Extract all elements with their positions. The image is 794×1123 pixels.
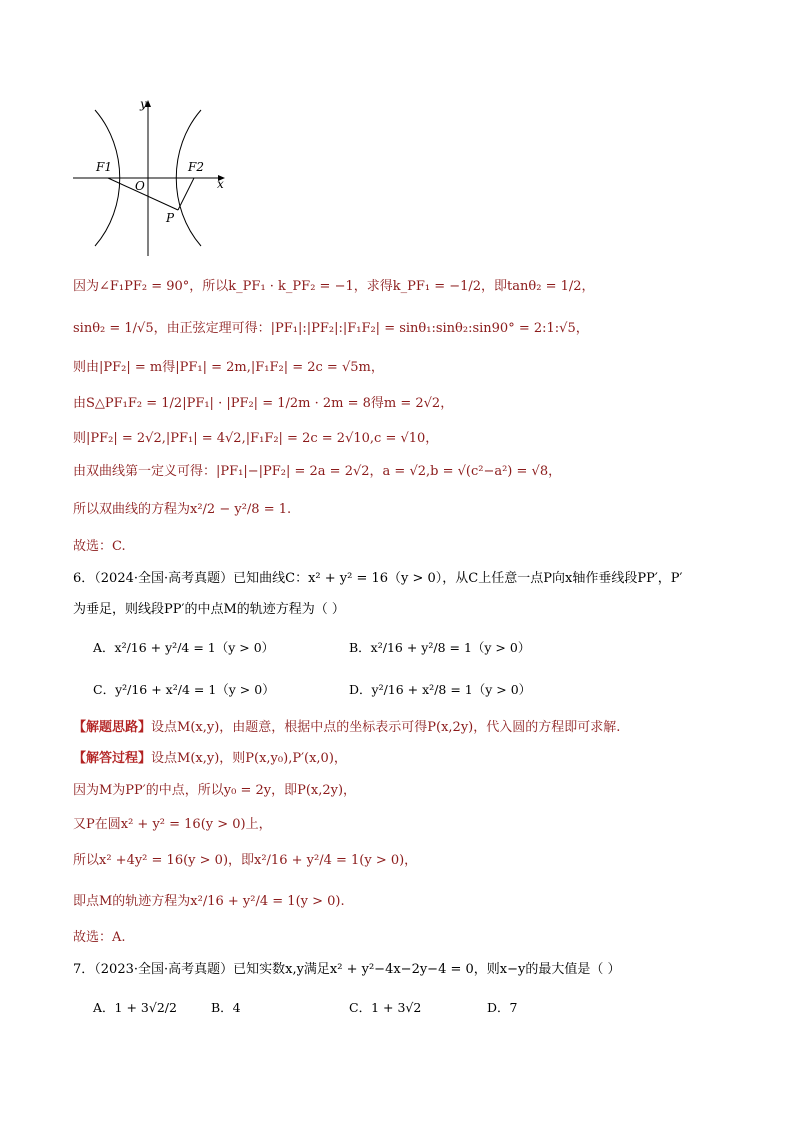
solution-line-2: sinθ₂ = 1/√5，由正弦定理可得：|PF₁|:|PF₂|:|F₁F₂| = sinθ₁:sinθ₂:sin90° = 2:1:√5， bbox=[73, 321, 589, 336]
hint-tag: 【解题思路】 bbox=[73, 720, 152, 735]
answer-line: 故选：C. bbox=[73, 539, 126, 554]
solution-line-6: 由双曲线第一定义可得：|PF₁|−|PF₂| = 2a = 2√2，a = √2,b = √(c²−a²) = √8， bbox=[73, 464, 562, 479]
hyperbola-figure bbox=[70, 98, 240, 258]
label-f2: F2 bbox=[188, 160, 204, 174]
solution-line-5: 则|PF₂| = 2√2,|PF₁| = 4√2,|F₁F₂| = 2c = 2√10,c = √10， bbox=[73, 431, 439, 446]
process-tag: 【解答过程】 bbox=[73, 751, 152, 766]
solution-line-3: 则由|PF₂| = m得|PF₁| = 2m,|F₁F₂| = 2c = √5m， bbox=[73, 360, 384, 375]
solution-line-1: 因为∠F₁PF₂ = 90°，所以k_PF₁ · k_PF₂ = −1，求得k_PF₁ = −1/2，即tanθ₂ = 1/2， bbox=[73, 279, 595, 294]
label-x: x bbox=[217, 177, 224, 191]
q7-option-d[interactable]: D．7 bbox=[487, 1000, 518, 1015]
q6-option-b[interactable]: B．x²/16 + y²/8 = 1（y > 0） bbox=[349, 640, 531, 655]
question-6-stem-2: 为垂足，则线段PP′的中点M的轨迹方程为（ ） bbox=[73, 602, 345, 617]
q6-step-2: 又P在圆x² + y² = 16(y > 0)上， bbox=[73, 817, 272, 832]
q7-option-b[interactable]: B．4 bbox=[211, 1000, 241, 1015]
question-7-stem: 7．（2023·全国·高考真题）已知实数x,y满足x² + y²−4x−2y−4 = 0，则x−y的最大值是（ ） bbox=[73, 962, 621, 977]
label-o: O bbox=[135, 179, 145, 193]
q7-option-c[interactable]: C．1 + 3√2 bbox=[349, 1000, 422, 1015]
q6-process-row bbox=[73, 750, 347, 768]
process-text: 设点M(x,y)，则P(x,y₀),P′(x,0)， bbox=[151, 751, 347, 766]
q7-option-a[interactable]: A．1 + 3√2/2 bbox=[93, 1000, 177, 1015]
q6-option-a[interactable]: A．x²/16 + y²/4 = 1（y > 0） bbox=[93, 640, 275, 655]
label-p: P bbox=[166, 211, 175, 225]
q6-step-4: 即点M的轨迹方程为x²/16 + y²/4 = 1(y > 0). bbox=[73, 894, 345, 909]
q6-step-3: 所以x² +4y² = 16(y > 0)，即x²/16 + y²/4 = 1(y > 0)， bbox=[73, 853, 418, 868]
solution-line-7: 所以双曲线的方程为x²/2 − y²/8 = 1. bbox=[73, 502, 292, 517]
label-y: y bbox=[140, 98, 147, 111]
hint-text: 设点M(x,y)，由题意，根据中点的坐标表示可得P(x,2y)，代入圆的方程即可求解. bbox=[151, 720, 621, 735]
solution-line-4: 由S△PF₁F₂ = 1/2|PF₁| · |PF₂| = 1/2m · 2m = 8得m = 2√2， bbox=[73, 396, 454, 411]
label-f1: F1 bbox=[96, 160, 112, 174]
q6-step-1: 因为M为PP′的中点，所以y₀ = 2y，即P(x,2y)， bbox=[73, 783, 357, 798]
q6-option-c[interactable]: C．y²/16 + x²/4 = 1（y > 0） bbox=[93, 682, 275, 697]
question-6-stem-1: 6．（2024·全国·高考真题）已知曲线C：x² + y² = 16（y > 0），从C上任意一点P向x轴作垂线段PP′，P′ bbox=[73, 571, 683, 586]
q6-option-d[interactable]: D．y²/16 + x²/8 = 1（y > 0） bbox=[349, 682, 532, 697]
q6-answer: 故选：A. bbox=[73, 930, 126, 945]
q6-hint-row bbox=[73, 719, 620, 737]
segment-f2-p bbox=[178, 178, 194, 210]
